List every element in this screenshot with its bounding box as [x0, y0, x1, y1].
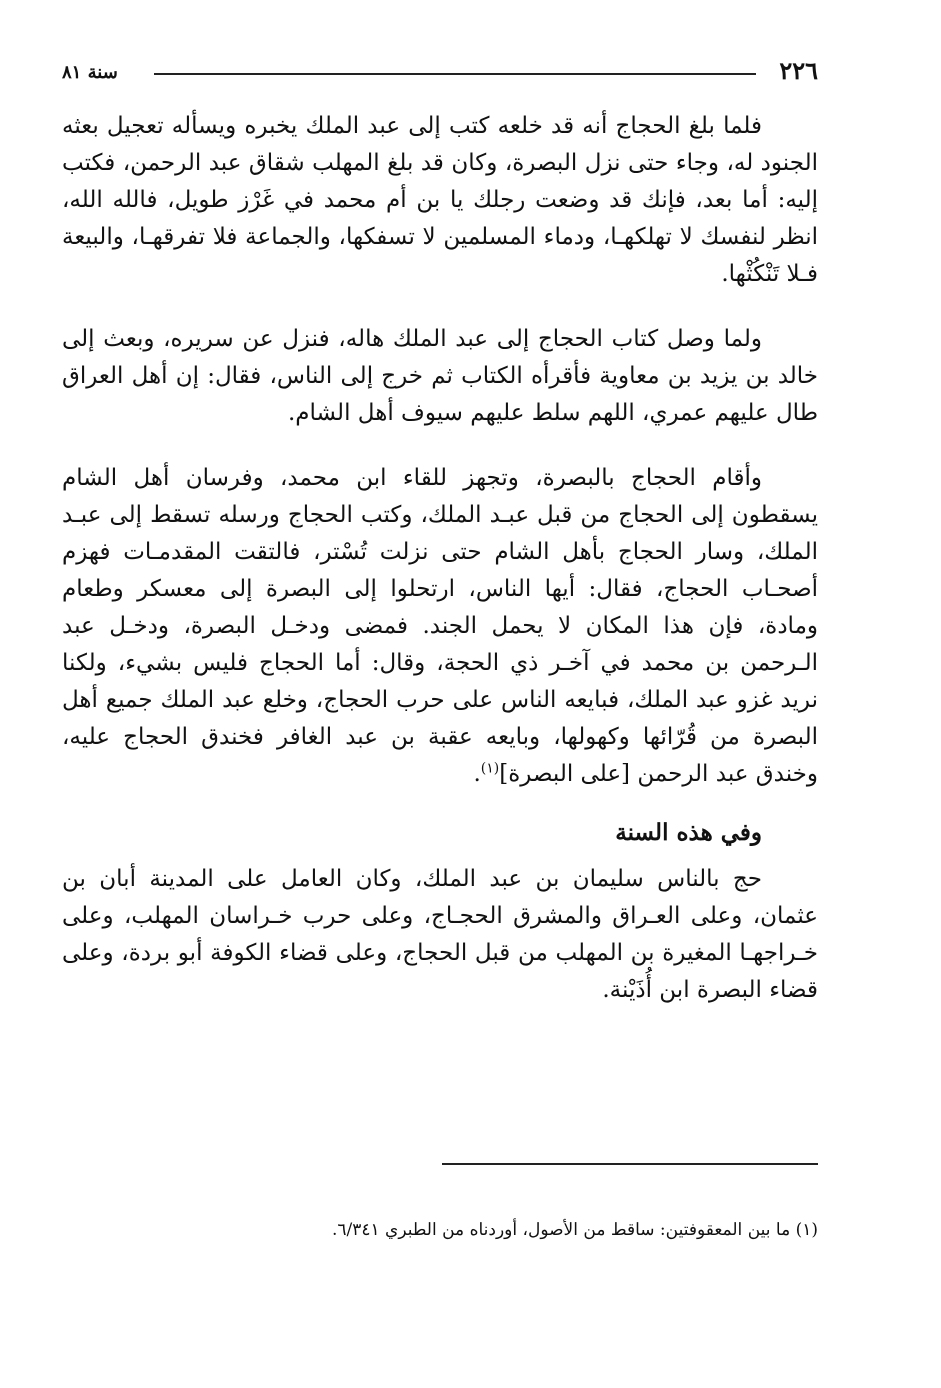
paragraph-3: [62, 460, 818, 793]
page-header: [62, 52, 818, 92]
footnote-reference: (١): [480, 760, 500, 777]
paragraph-1: فلما بلغ الحجاج أنه قد خلعه كتب إلى عبد الملك يخبره ويسأله تعجيل بعثه الجنود له، وجاء حتى نزل البصرة، وكان قد بلغ المهلب شقاق عبد الرحمن، فكتب إليه: أما بعد، فإنك قد وضعت رجلك يا بن أم محمد في غَرْز طويل، فالله الله، انظر لنفسك لا تهلكهـا، ودماء المسلمين لا تسفكها، والجماعة فلا تفرقهـا، والبيعة فـلا تَنْكُثْها.: [62, 113, 818, 287]
page-number: ٢٢٦: [779, 56, 818, 85]
header-rule: [154, 73, 756, 75]
paragraph-3-end: .: [473, 761, 481, 787]
main-text: [62, 108, 818, 1009]
section-heading: وفي هذه السنة: [615, 819, 762, 846]
footnote-separator: [442, 1163, 818, 1165]
running-head: سنة ٨١: [62, 62, 118, 83]
paragraph-2: ولما وصل كتاب الحجاج إلى عبد الملك هاله، فنزل عن سريره، وبعث إلى خالد بن يزيد بن معاوية فأقرأه الكتاب ثم خرج إلى الناس، فقال: إن أهل العراق طال عليهم عمري، اللهم سلط عليهم سيوف أهل الشام.: [62, 326, 818, 426]
paragraph-4: حج بالناس سليمان بن عبد الملك، وكان العامل على المدينة أبان بن عثمان، وعلى العـراق والمشرق الحجـاج، وعلى حرب خـراسان المهلب، وعلى خـراجهـا المغيرة بن المهلب من قبل الحجاج، وعلى قضاء الكوفة أبو بردة، وعلى قضاء البصرة ابن أُذَيْنة.: [62, 866, 818, 1003]
paragraph-3-text: وأقام الحجاج بالبصرة، وتجهز للقاء ابن محمد، وفرسان أهل الشام يسقطون إلى الحجاج من قبل عبـد الملك، وكتب الحجاج ورسله تسقط إلى عبـد الملك، وسار الحجاج بأهل الشام حتى نزلت تُسْتر، فالتقت المقدمـات فهزم أصحـاب الحجاج، فقال: أيها الناس، ارتحلوا إلى البصرة إلى معسكر وطعام ومادة، فإن هذا المكان لا يحمل الجند. فمضى ودخـل البصرة، ودخـل عبد الـرحمن بن محمد في آخـر ذي الحجة، وقال: أما الحجاج فليس بشيء، ولكنا نريد غزو عبد الملك، فبايعه الناس على حرب الحجاج، وخلع عبد الملك جميع أهل البصرة من قُرّائها وكهولها، وبايعه عقبة بن عبد الغافر فخندق الحجاج عليه، وخندق عبد الرحمن [على البصرة]: [62, 465, 818, 787]
footnote: (١) ما بين المعقوفتين: ساقط من الأصول، أوردناه من الطبري ٦/٣٤١.: [331, 1220, 818, 1240]
